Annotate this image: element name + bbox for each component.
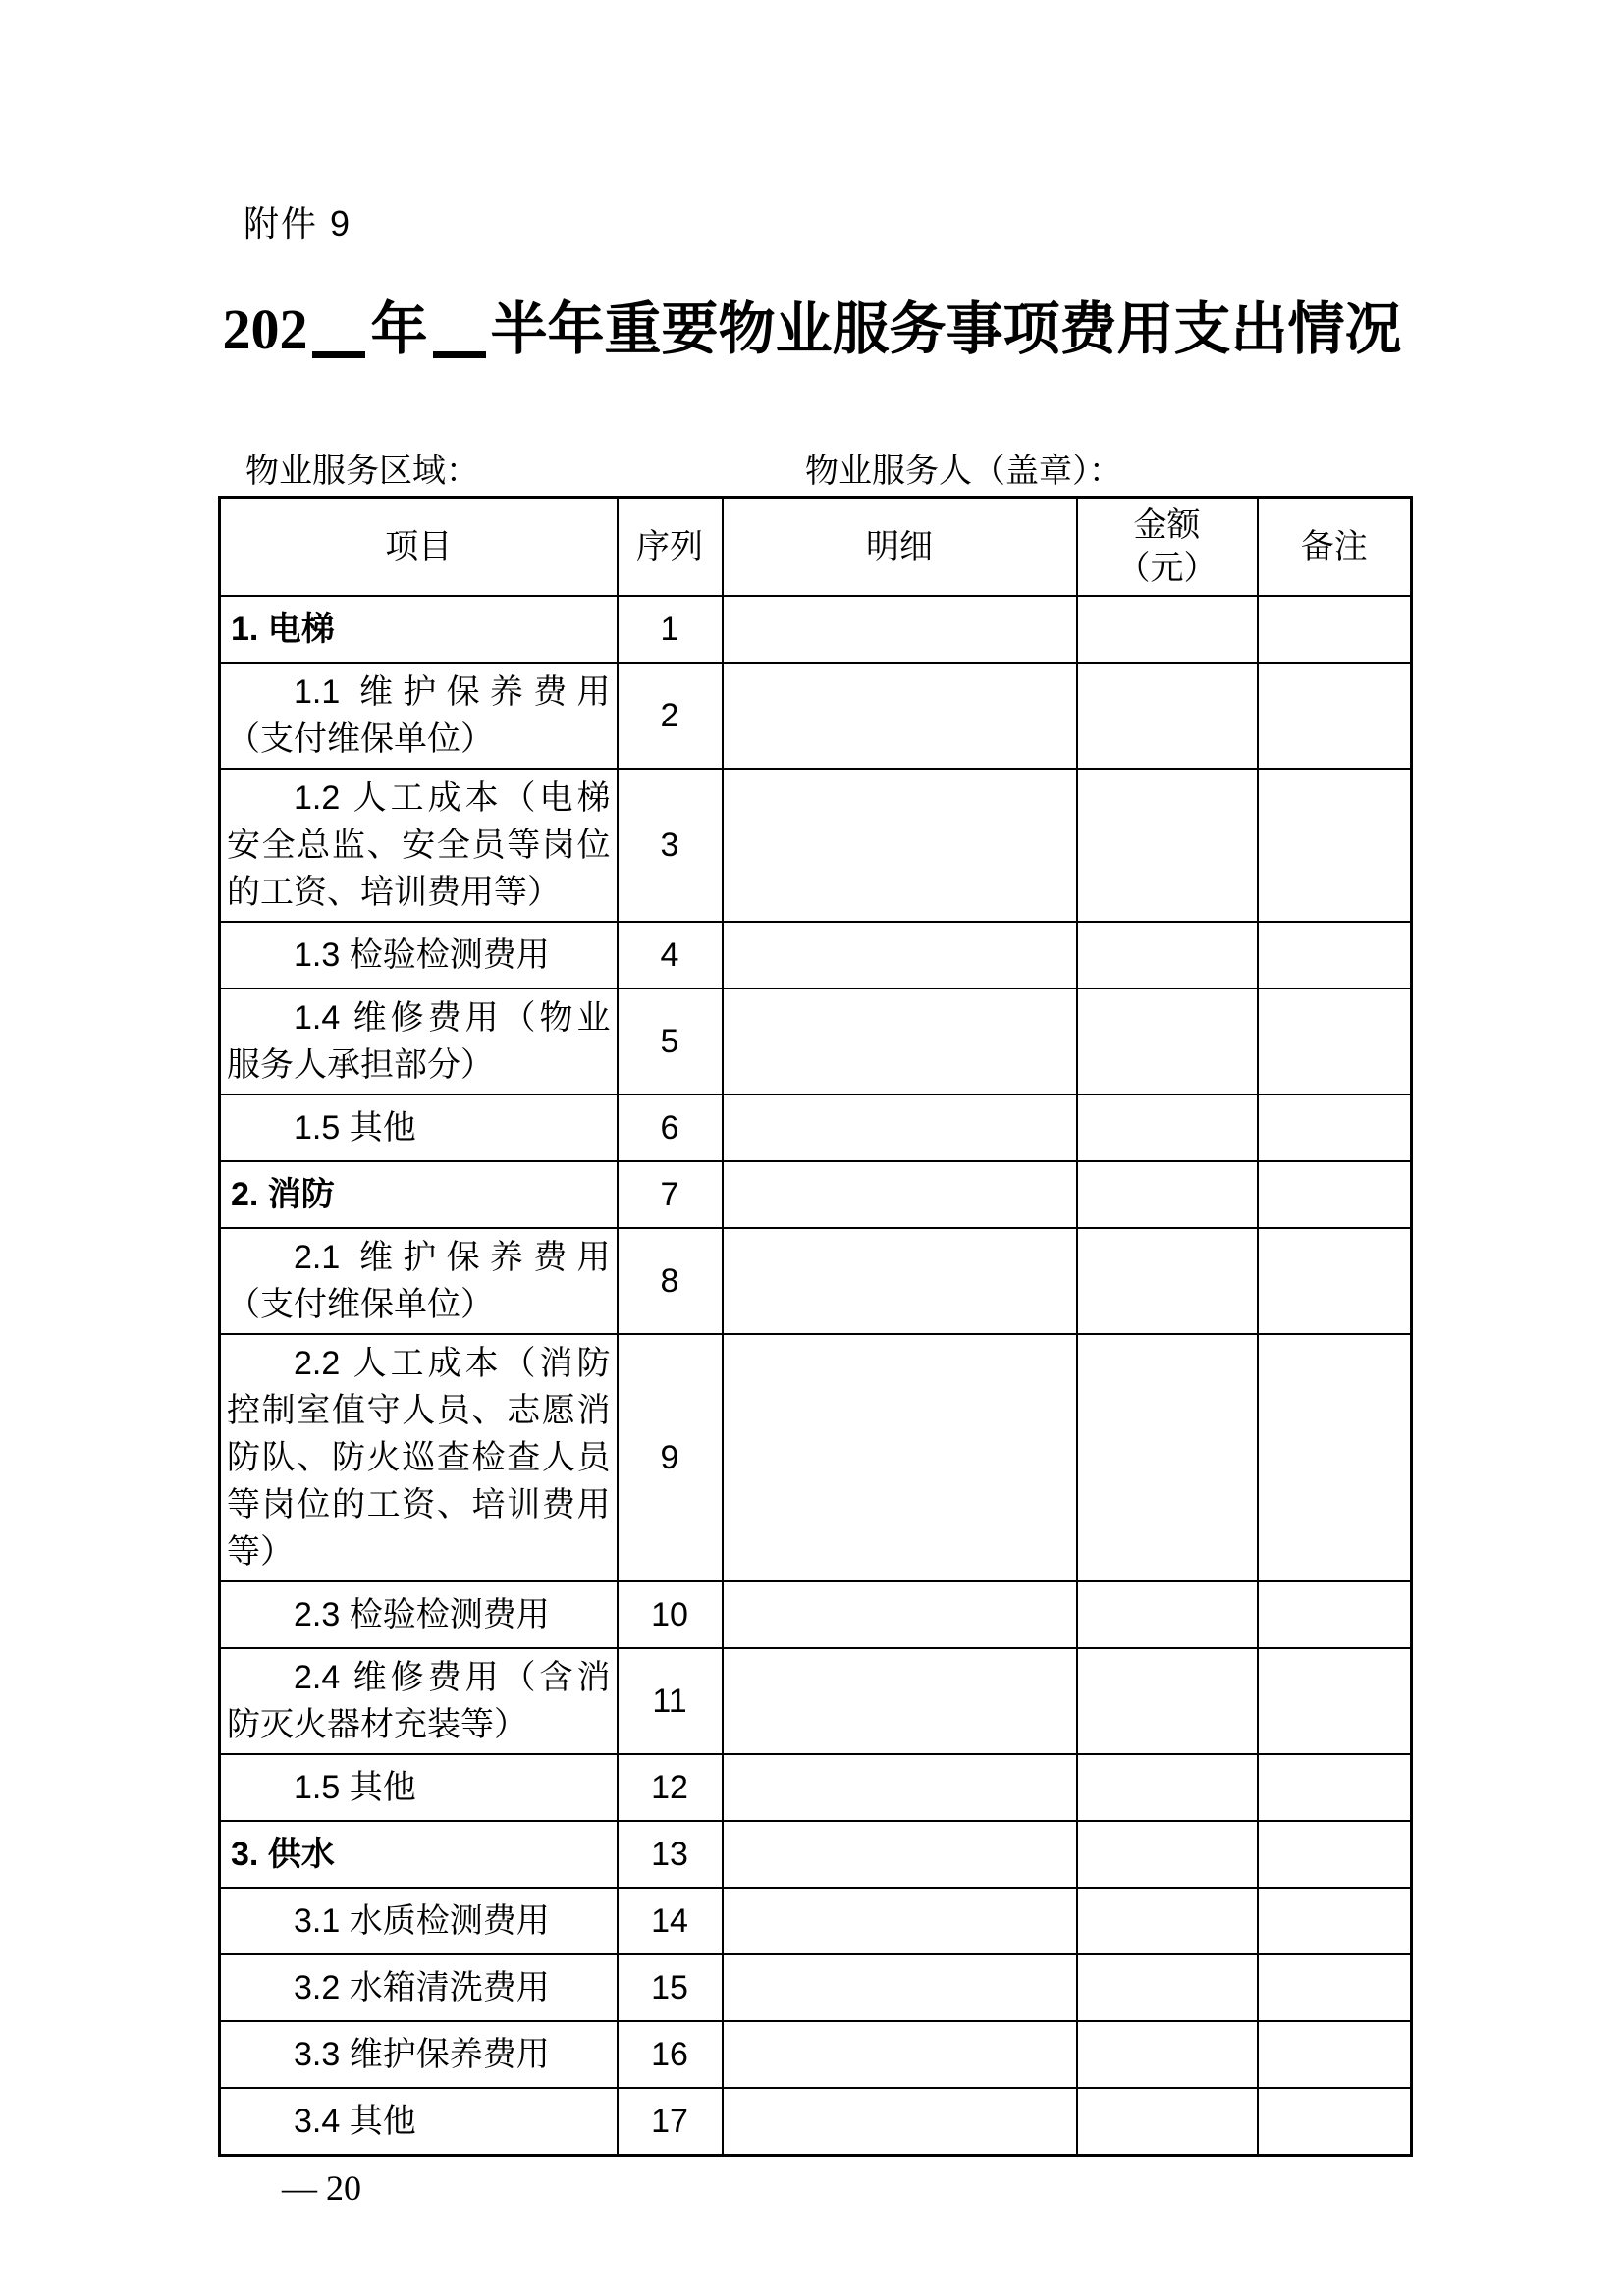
seq-cell: 16: [618, 2021, 723, 2088]
seq-cell: 2: [618, 663, 723, 769]
table-row: [220, 1161, 1412, 1228]
item-cell: 2.3 检验检测费用: [220, 1581, 618, 1648]
service-provider-label: 物业服务人（盖章）：: [805, 453, 1122, 490]
item-cell: 1. 电梯: [220, 596, 618, 663]
seq-cell: 6: [618, 1095, 723, 1161]
seq-cell: 3: [618, 769, 723, 922]
title-blank-1: [312, 338, 365, 358]
detail-cell: [723, 1095, 1077, 1161]
table-row: [220, 2088, 1412, 2155]
item-cell: 3.1 水质检测费用: [220, 1888, 618, 1954]
detail-cell: [723, 1581, 1077, 1648]
item-cell: 1.1 维护保养费用（支付维保单位）: [220, 663, 618, 769]
detail-cell: [723, 1821, 1077, 1888]
detail-cell: [723, 1161, 1077, 1228]
note-cell: [1258, 663, 1412, 769]
service-area-label: 物业服务区域：: [245, 453, 479, 490]
detail-cell: [723, 922, 1077, 988]
detail-cell: [723, 769, 1077, 922]
note-cell: [1258, 1334, 1412, 1581]
seq-cell: 5: [618, 988, 723, 1095]
header-amount: [1077, 498, 1258, 597]
detail-cell: [723, 1648, 1077, 1754]
table-row: [220, 1954, 1412, 2021]
amount-cell: [1077, 2088, 1258, 2155]
detail-cell: [723, 1954, 1077, 2021]
item-cell: 2. 消防: [220, 1161, 618, 1228]
seq-cell: 12: [618, 1754, 723, 1821]
page-number: — 20: [282, 2168, 361, 2208]
amount-cell: [1077, 988, 1258, 1095]
amount-cell: [1077, 1161, 1258, 1228]
table-body: [220, 596, 1412, 2155]
note-cell: [1258, 922, 1412, 988]
note-cell: [1258, 769, 1412, 922]
table-row: [220, 1888, 1412, 1954]
note-cell: [1258, 1754, 1412, 1821]
header-note: 备注: [1258, 498, 1412, 597]
title-main-text: 半年重要物业服务事项费用支出情况: [490, 297, 1402, 361]
note-cell: [1258, 1581, 1412, 1648]
seq-cell: 10: [618, 1581, 723, 1648]
item-cell: 3.2 水箱清洗费用: [220, 1954, 618, 2021]
detail-cell: [723, 663, 1077, 769]
item-cell: 3.4 其他: [220, 2088, 618, 2155]
table-row: [220, 1228, 1412, 1334]
seq-cell: 13: [618, 1821, 723, 1888]
note-cell: [1258, 1821, 1412, 1888]
seq-cell: 11: [618, 1648, 723, 1754]
table-row: [220, 1754, 1412, 1821]
title-blank-2: [433, 338, 486, 358]
detail-cell: [723, 2088, 1077, 2155]
header-item: 项目: [220, 498, 618, 597]
table-row: [220, 596, 1412, 663]
amount-cell: [1077, 1095, 1258, 1161]
header-seq: 序列: [618, 498, 723, 597]
item-cell: 1.2 人工成本（电梯安全总监、安全员等岗位的工资、培训费用等）: [220, 769, 618, 922]
table-header: [220, 498, 1412, 597]
detail-cell: [723, 2021, 1077, 2088]
attachment-label: 附件 9: [244, 203, 352, 243]
item-cell: 2.4 维修费用（含消防灭火器材充装等）: [220, 1648, 618, 1754]
item-cell: 1.4 维修费用（物业服务人承担部分）: [220, 988, 618, 1095]
amount-cell: [1077, 1754, 1258, 1821]
detail-cell: [723, 988, 1077, 1095]
note-cell: [1258, 2088, 1412, 2155]
page-title: [0, 283, 1624, 365]
seq-cell: 1: [618, 596, 723, 663]
table-row: [220, 1334, 1412, 1581]
item-cell: 3.3 维护保养费用: [220, 2021, 618, 2088]
table-row: [220, 1648, 1412, 1754]
table-row: [220, 663, 1412, 769]
note-cell: [1258, 1095, 1412, 1161]
detail-cell: [723, 596, 1077, 663]
amount-cell: [1077, 1954, 1258, 2021]
amount-cell: [1077, 769, 1258, 922]
note-cell: [1258, 1228, 1412, 1334]
table-row: [220, 2021, 1412, 2088]
expense-table: [218, 496, 1413, 2157]
note-cell: [1258, 1161, 1412, 1228]
detail-cell: [723, 1228, 1077, 1334]
table-row: [220, 769, 1412, 922]
table-row: [220, 1821, 1412, 1888]
amount-cell: [1077, 1648, 1258, 1754]
note-cell: [1258, 988, 1412, 1095]
table-row: [220, 922, 1412, 988]
header-row: [220, 498, 1412, 597]
detail-cell: [723, 1334, 1077, 1581]
amount-cell: [1077, 1334, 1258, 1581]
table-row: [220, 1095, 1412, 1161]
note-cell: [1258, 1888, 1412, 1954]
title-year-prefix: 202: [222, 297, 308, 361]
amount-cell: [1077, 596, 1258, 663]
amount-cell: [1077, 922, 1258, 988]
header-amount-line1: 金额: [1133, 507, 1201, 544]
amount-cell: [1077, 2021, 1258, 2088]
amount-cell: [1077, 1581, 1258, 1648]
amount-cell: [1077, 1228, 1258, 1334]
seq-cell: 14: [618, 1888, 723, 1954]
amount-cell: [1077, 1888, 1258, 1954]
note-cell: [1258, 1954, 1412, 2021]
amount-cell: [1077, 663, 1258, 769]
seq-cell: 9: [618, 1334, 723, 1581]
seq-cell: 17: [618, 2088, 723, 2155]
title-year-char: 年: [370, 297, 428, 361]
item-cell: 1.3 检验检测费用: [220, 922, 618, 988]
detail-cell: [723, 1754, 1077, 1821]
amount-cell: [1077, 1821, 1258, 1888]
item-cell: 1.5 其他: [220, 1095, 618, 1161]
seq-cell: 8: [618, 1228, 723, 1334]
seq-cell: 7: [618, 1161, 723, 1228]
seq-cell: 4: [618, 922, 723, 988]
note-cell: [1258, 596, 1412, 663]
header-detail: 明细: [723, 498, 1077, 597]
item-cell: 2.2 人工成本（消防控制室值守人员、志愿消防队、防火巡查检查人员等岗位的工资、培训费用等）: [220, 1334, 618, 1581]
note-cell: [1258, 2021, 1412, 2088]
item-cell: 1.5 其他: [220, 1754, 618, 1821]
item-cell: 3. 供水: [220, 1821, 618, 1888]
detail-cell: [723, 1888, 1077, 1954]
header-amount-line2: （元）: [1116, 550, 1218, 587]
table-row: [220, 988, 1412, 1095]
item-cell: 2.1 维护保养费用（支付维保单位）: [220, 1228, 618, 1334]
table-row: [220, 1581, 1412, 1648]
seq-cell: 15: [618, 1954, 723, 2021]
note-cell: [1258, 1648, 1412, 1754]
